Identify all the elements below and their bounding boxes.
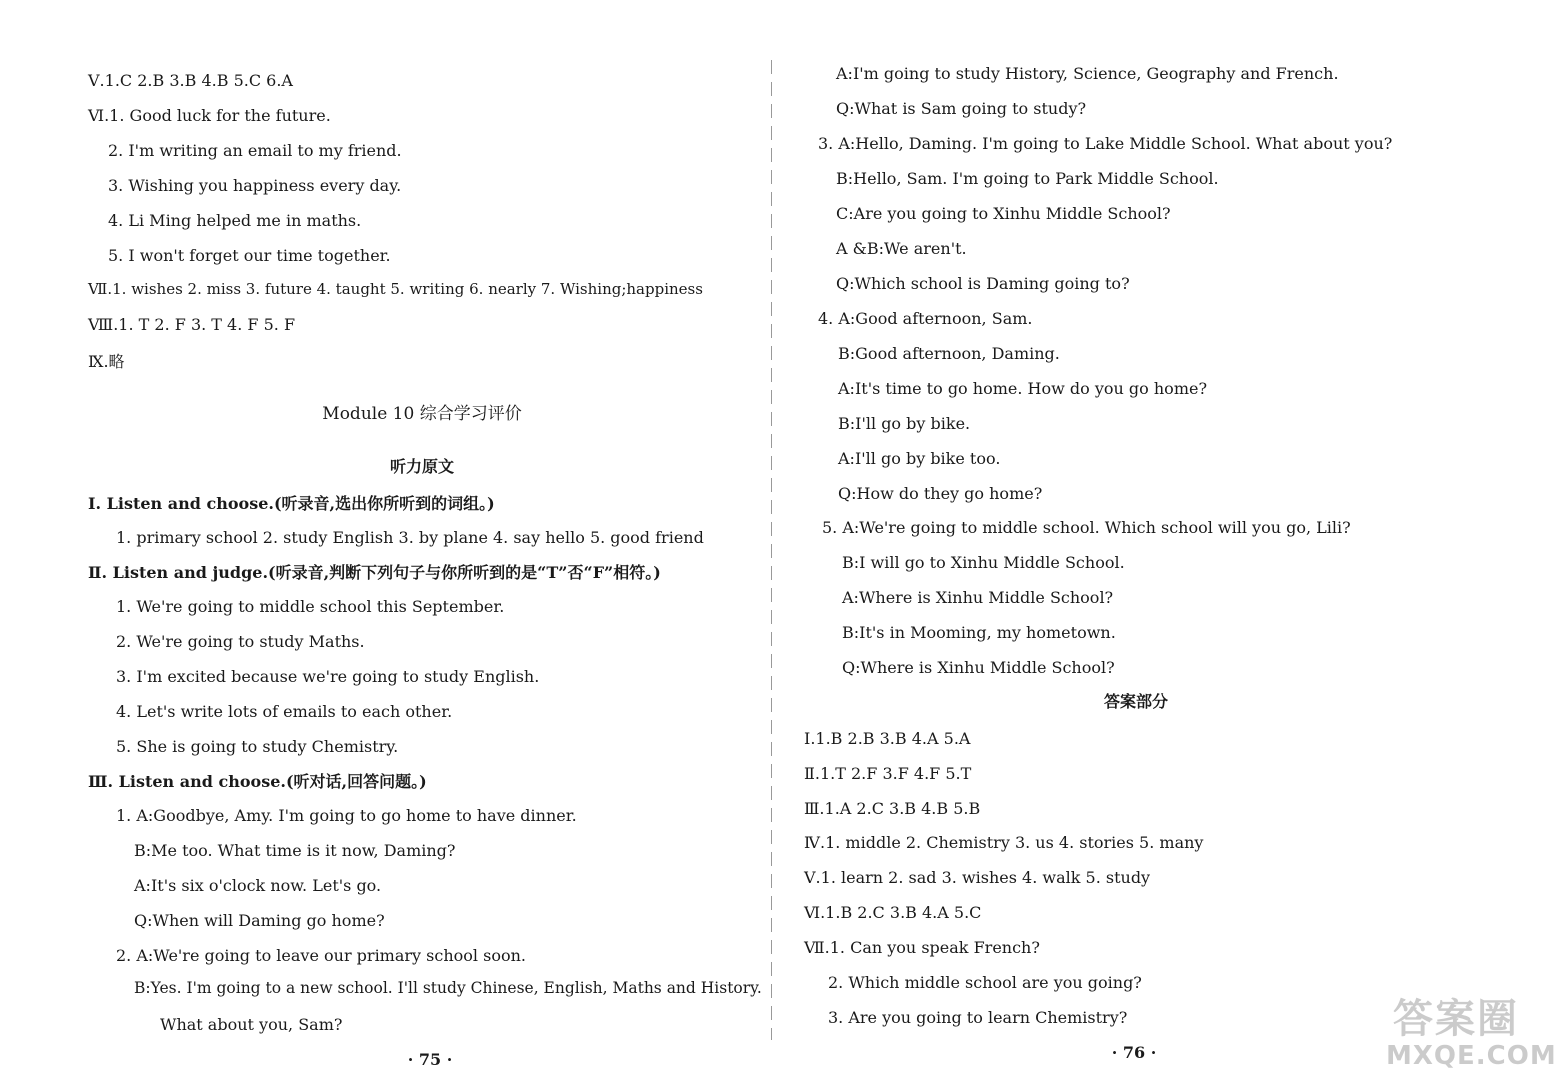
dialogue-line: Q:What is Sam going to study?	[836, 99, 1087, 118]
answer-line-vi-3: 3. Wishing you happiness every day.	[108, 176, 402, 195]
dialogue-line: 1. A:Goodbye, Amy. I'm going to go home to have dinner.	[116, 806, 577, 825]
page-number-75: · 75 ·	[407, 1050, 453, 1069]
page-fold-divider	[771, 60, 772, 1040]
section-3-heading: Ⅲ. Listen and choose.(听对话,回答问题。)	[88, 772, 427, 791]
dialogue-line: Q:When will Daming go home?	[134, 911, 385, 930]
list-item: 3. I'm excited because we're going to study English.	[116, 667, 540, 686]
answer-line-ix: Ⅸ.略	[88, 352, 125, 371]
dialogue-line: B:It's in Mooming, my hometown.	[842, 623, 1116, 642]
answer-line-v: Ⅴ.1.C 2.B 3.B 4.B 5.C 6.A	[88, 71, 293, 90]
answer-line-vi-4: 4. Li Ming helped me in maths.	[108, 211, 362, 230]
answer-line-vi-2: 2. I'm writing an email to my friend.	[108, 141, 402, 160]
answer-line: Ⅱ.1.T 2.F 3.F 4.F 5.T	[804, 764, 972, 783]
section-2-heading: Ⅱ. Listen and judge.(听录音,判断下列句子与你所听到的是“T”否“F”相符。)	[88, 563, 661, 582]
answers-title: 答案部分	[1103, 692, 1169, 711]
dialogue-line: 3. A:Hello, Daming. I'm going to Lake Middle School. What about you?	[818, 134, 1393, 153]
dialogue-line: 2. A:We're going to leave our primary school soon.	[116, 946, 526, 965]
answer-line: Ⅶ.1. Can you speak French?	[804, 938, 1040, 957]
dialogue-line: B:Me too. What time is it now, Daming?	[134, 841, 456, 860]
dialogue-line: A:It's six o'clock now. Let's go.	[134, 876, 382, 895]
answer-line-vi-5: 5. I won't forget our time together.	[108, 246, 391, 265]
dialogue-line: B:Hello, Sam. I'm going to Park Middle School.	[836, 169, 1219, 188]
dialogue-line: A:Where is Xinhu Middle School?	[842, 588, 1114, 607]
dialogue-line: A:I'm going to study History, Science, Geography and French.	[836, 64, 1339, 83]
dialogue-line: Q:Where is Xinhu Middle School?	[842, 658, 1115, 677]
answer-line: Ⅳ.1. middle 2. Chemistry 3. us 4. stories 5. many	[804, 833, 1204, 852]
dialogue-line: C:Are you going to Xinhu Middle School?	[836, 204, 1171, 223]
dialogue-line: A:I'll go by bike too.	[838, 449, 1001, 468]
dialogue-line: Q:How do they go home?	[838, 484, 1043, 503]
dialogue-line: B:Yes. I'm going to a new school. I'll study Chinese, English, Maths and History.	[134, 979, 762, 997]
section-1-heading: Ⅰ. Listen and choose.(听录音,选出你所听到的词组。)	[88, 494, 495, 513]
answer-line-viii: Ⅷ.1. T 2. F 3. T 4. F 5. F	[88, 315, 296, 334]
left-page	[0, 0, 770, 1089]
watermark-domain-text: MXQE.COM	[1386, 1041, 1557, 1071]
answer-line-vii: Ⅶ.1. wishes 2. miss 3. future 4. taught 5. writing 6. nearly 7. Wishing;happiness	[88, 280, 703, 298]
answer-line: 3. Are you going to learn Chemistry?	[828, 1008, 1128, 1027]
watermark-logo-text: 答案圈	[1393, 996, 1519, 1042]
dialogue-line: What about you, Sam?	[160, 1015, 343, 1034]
dialogue-line: B:I'll go by bike.	[838, 414, 971, 433]
list-item: 2. We're going to study Maths.	[116, 632, 365, 651]
answer-line: Ⅰ.1.B 2.B 3.B 4.A 5.A	[804, 729, 971, 748]
site-watermark	[1386, 996, 1557, 1081]
answer-line: 2. Which middle school are you going?	[828, 973, 1142, 992]
list-item: 4. Let's write lots of emails to each other.	[116, 702, 453, 721]
dialogue-line: 4. A:Good afternoon, Sam.	[818, 309, 1033, 328]
list-item: 1. We're going to middle school this September.	[116, 597, 505, 616]
dialogue-line: 5. A:We're going to middle school. Which school will you go, Lili?	[822, 518, 1351, 537]
answer-line: Ⅴ.1. learn 2. sad 3. wishes 4. walk 5. study	[804, 868, 1151, 887]
right-page	[776, 0, 1557, 1089]
answer-line: Ⅵ.1.B 2.C 3.B 4.A 5.C	[804, 903, 982, 922]
answer-line: Ⅲ.1.A 2.C 3.B 4.B 5.B	[804, 799, 981, 818]
dialogue-line: B:Good afternoon, Daming.	[838, 344, 1060, 363]
section-1-items: 1. primary school 2. study English 3. by plane 4. say hello 5. good friend	[116, 528, 704, 547]
dialogue-line: A:It's time to go home. How do you go home?	[838, 379, 1208, 398]
module-title: Module 10 综合学习评价	[322, 404, 522, 424]
list-item: 5. She is going to study Chemistry.	[116, 737, 399, 756]
page-number-76: · 76 ·	[1111, 1043, 1157, 1062]
dialogue-line: A &B:We aren't.	[836, 239, 967, 258]
listening-title: 听力原文	[389, 457, 455, 476]
answer-line-vi-1: Ⅵ.1. Good luck for the future.	[88, 106, 331, 125]
dialogue-line: Q:Which school is Daming going to?	[836, 274, 1130, 293]
dialogue-line: B:I will go to Xinhu Middle School.	[842, 553, 1125, 572]
